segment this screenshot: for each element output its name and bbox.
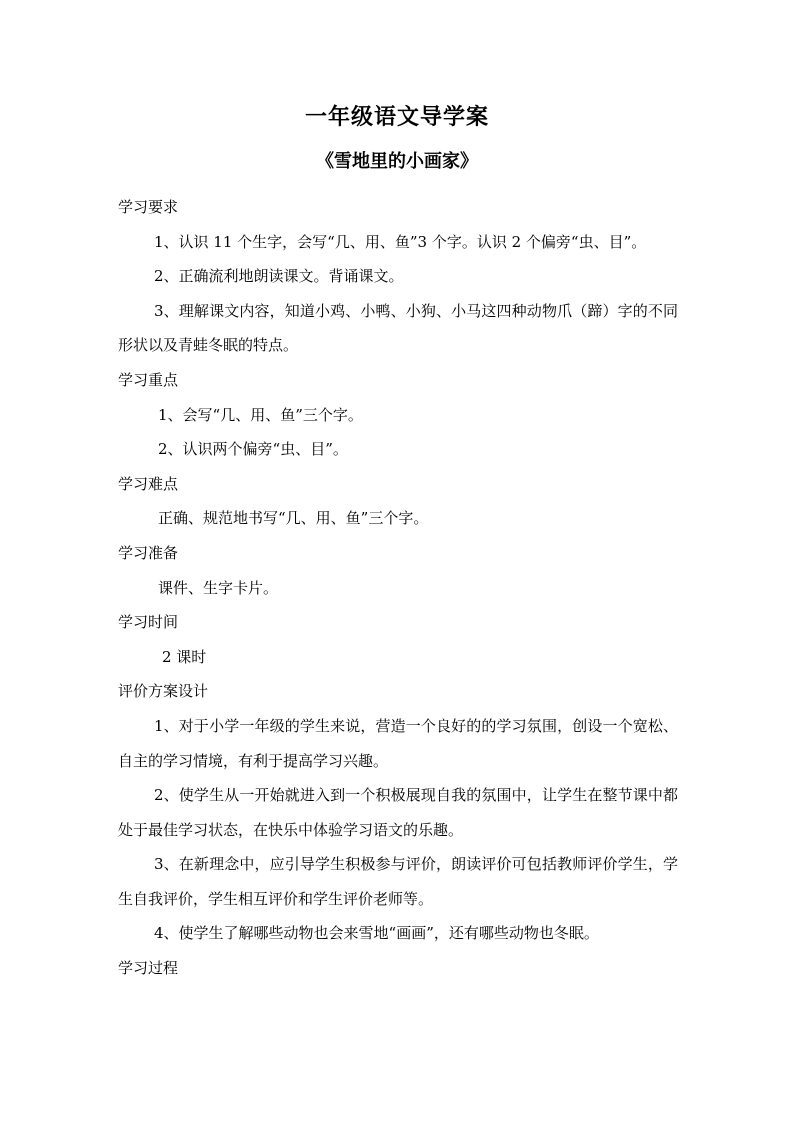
evaluation-item: 2、使学生从一开始就进入到一个积极展现自我的氛围中，让学生在整节课中都处于最佳学习状态，在快乐中体验学习语文的乐趣。 bbox=[118, 786, 678, 839]
focus-item: 1、会写“几、用、鱼”三个字。 bbox=[158, 405, 363, 424]
document-subtitle: 《雪地里的小画家》 bbox=[316, 151, 478, 172]
evaluation-item: 4、使学生了解哪些动物也会来雪地“画画”，还有哪些动物也冬眠。 bbox=[154, 924, 599, 943]
focus-item: 2、认识两个偏旁“虫、目”。 bbox=[158, 440, 348, 459]
section-heading-time: 学习时间 bbox=[118, 613, 179, 632]
difficulty-item: 正确、规范地书写“几、用、鱼”三个字。 bbox=[158, 509, 429, 528]
requirement-item: 3、理解课文内容，知道小鸡、小鸭、小狗、小马这四种动物爪（蹄）字的不同形状以及青蛙冬眠的特点。 bbox=[118, 301, 678, 355]
section-heading-difficulty: 学习难点 bbox=[118, 474, 179, 493]
evaluation-item: 1、对于小学一年级的学生来说，营造一个良好的的学习氛围，创设一个宽松、自主的学习情境，有利于提高学习兴趣。 bbox=[118, 716, 678, 770]
time-item: 2 课时 bbox=[162, 647, 207, 666]
section-heading-requirements: 学习要求 bbox=[118, 198, 179, 216]
section-heading-focus: 学习重点 bbox=[118, 370, 179, 389]
requirement-item: 2、正确流利地朗读课文。背诵课文。 bbox=[154, 267, 404, 286]
section-heading-evaluation: 评价方案设计 bbox=[118, 682, 209, 701]
preparation-item: 课件、生字卡片。 bbox=[158, 578, 279, 597]
requirement-item: 1、认识 11 个生字，会写“几、用、鱼”3 个字。认识 2 个偏旁“虫、目”。 bbox=[154, 232, 647, 251]
document-title: 一年级语文导学案 bbox=[304, 104, 489, 130]
evaluation-item: 3、在新理念中，应引导学生积极参与评价，朗读评价可包括教师评价学生，学生自我评价，学生相互评价和学生评价老师等。 bbox=[118, 855, 678, 908]
section-heading-preparation: 学习准备 bbox=[118, 543, 179, 562]
document-body bbox=[118, 190, 678, 986]
section-heading-process: 学习过程 bbox=[118, 959, 179, 978]
